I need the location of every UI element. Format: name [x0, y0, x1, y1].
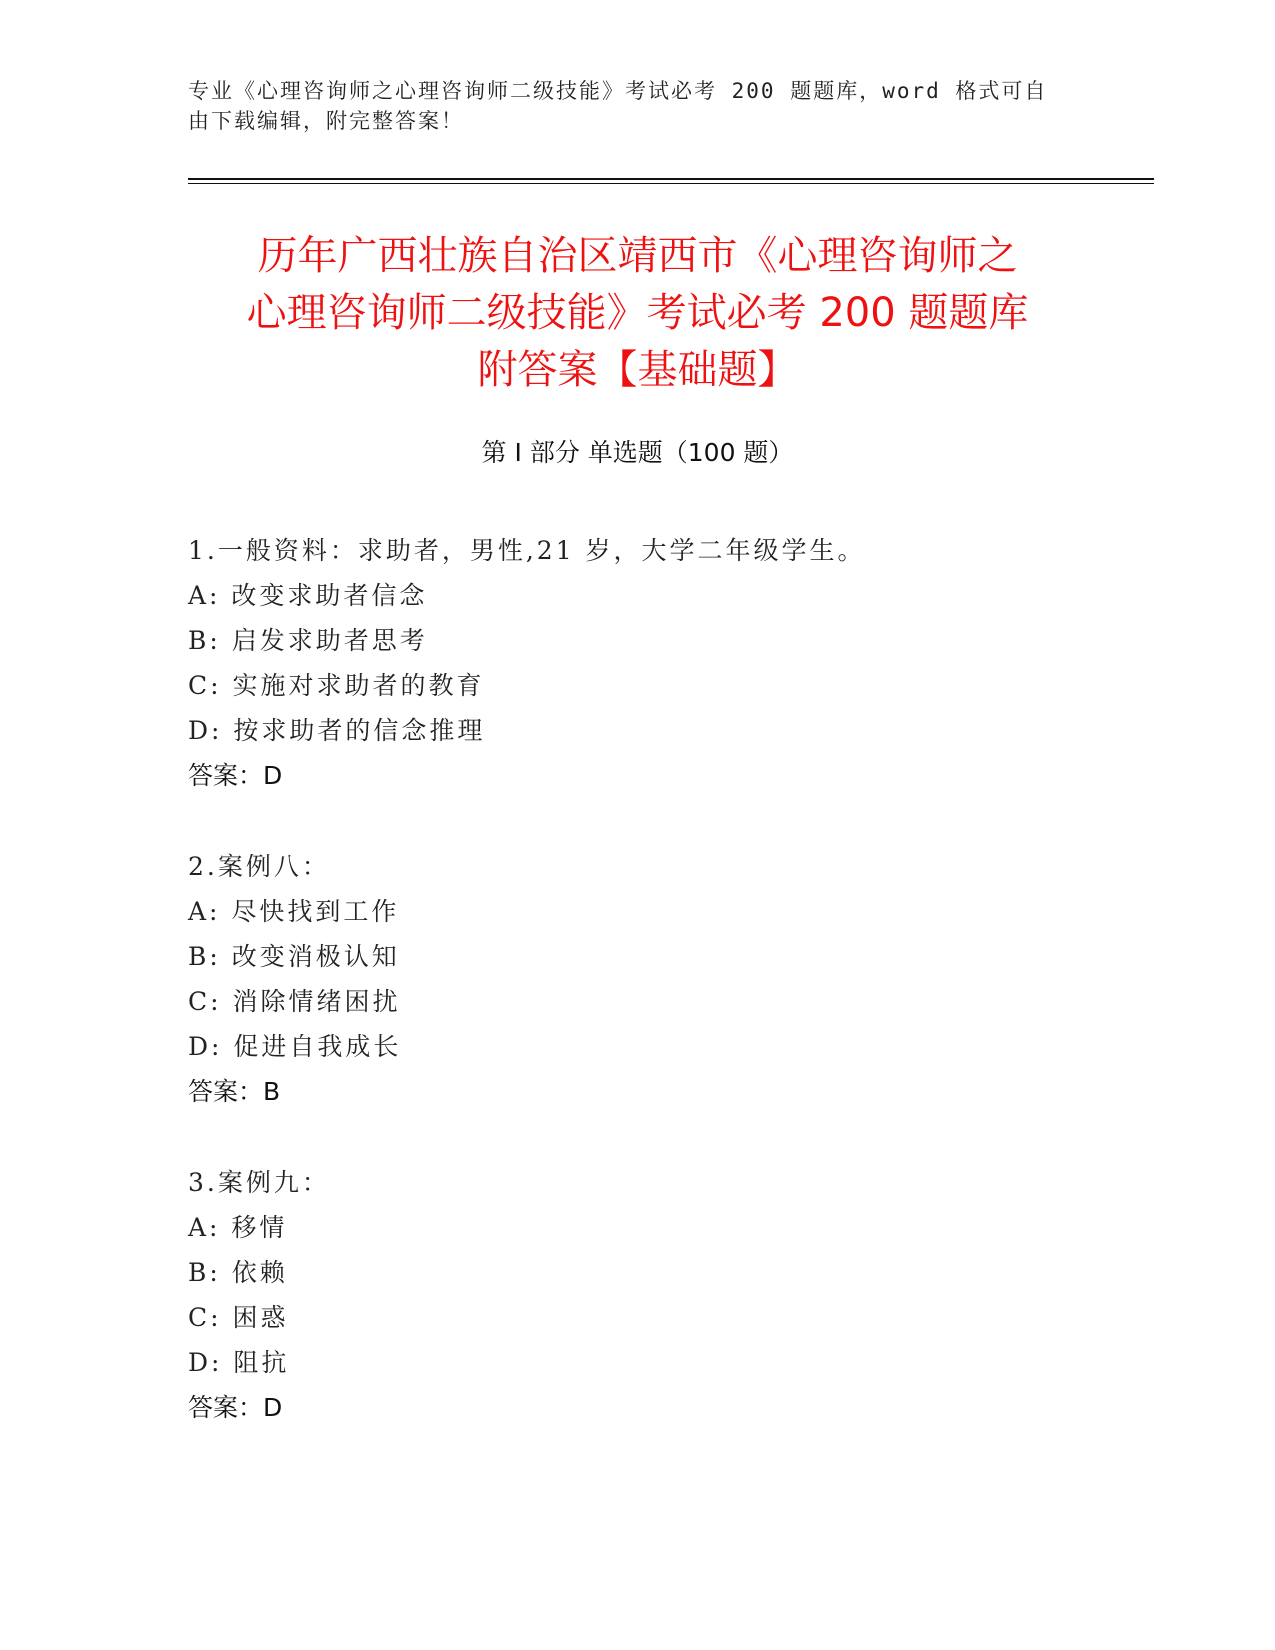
option-c: C: 消除情绪困扰	[188, 987, 401, 1016]
title-line1: 历年广西壮族自治区靖西市《心理咨询师之	[257, 233, 1018, 279]
option-d: D: 促进自我成长	[188, 1032, 402, 1061]
title-line2: 心理咨询师二级技能》考试必考 200 题题库	[246, 290, 1029, 336]
option-a: A: 尽快找到工作	[188, 897, 400, 926]
option-d: D: 阻抗	[188, 1348, 290, 1377]
option-d: D: 按求助者的信念推理	[188, 716, 486, 745]
option-b: B: 依赖	[188, 1258, 288, 1287]
question-stem: 3.案例九：	[188, 1168, 330, 1197]
option-c: C: 困惑	[188, 1303, 289, 1332]
option-b: B: 改变消极认知	[188, 942, 400, 971]
header-divider-thick	[188, 178, 1154, 180]
header-note-line1: 专业《心理咨询师之心理咨询师二级技能》考试必考 200 题题库，word 格式可自	[188, 79, 1048, 103]
question-stem: 1.一般资料：求助者，男性,21 岁，大学二年级学生。	[188, 536, 866, 565]
question-item	[188, 844, 1088, 1114]
question-list	[188, 528, 1088, 1476]
option-b: B: 启发求助者思考	[188, 626, 428, 655]
header-note	[188, 76, 1068, 136]
header-note-line2: 由下载编辑，附完整答案！	[188, 109, 464, 133]
title-line3: 附答案【基础题】	[477, 347, 798, 393]
question-answer: 答案：D	[188, 761, 283, 790]
question-stem: 2.案例八：	[188, 852, 330, 881]
question-item	[188, 528, 1088, 798]
section-title: 第 I 部分 单选题（100 题）	[481, 438, 794, 467]
question-answer: 答案：D	[188, 1393, 283, 1422]
option-a: A: 改变求助者信念	[188, 581, 428, 610]
question-item	[188, 1160, 1088, 1430]
question-answer: 答案：B	[188, 1077, 281, 1106]
header-divider-thin	[188, 183, 1154, 184]
option-c: C: 实施对求助者的教育	[188, 671, 485, 700]
option-a: A: 移情	[188, 1213, 288, 1242]
document-title	[160, 228, 1115, 399]
